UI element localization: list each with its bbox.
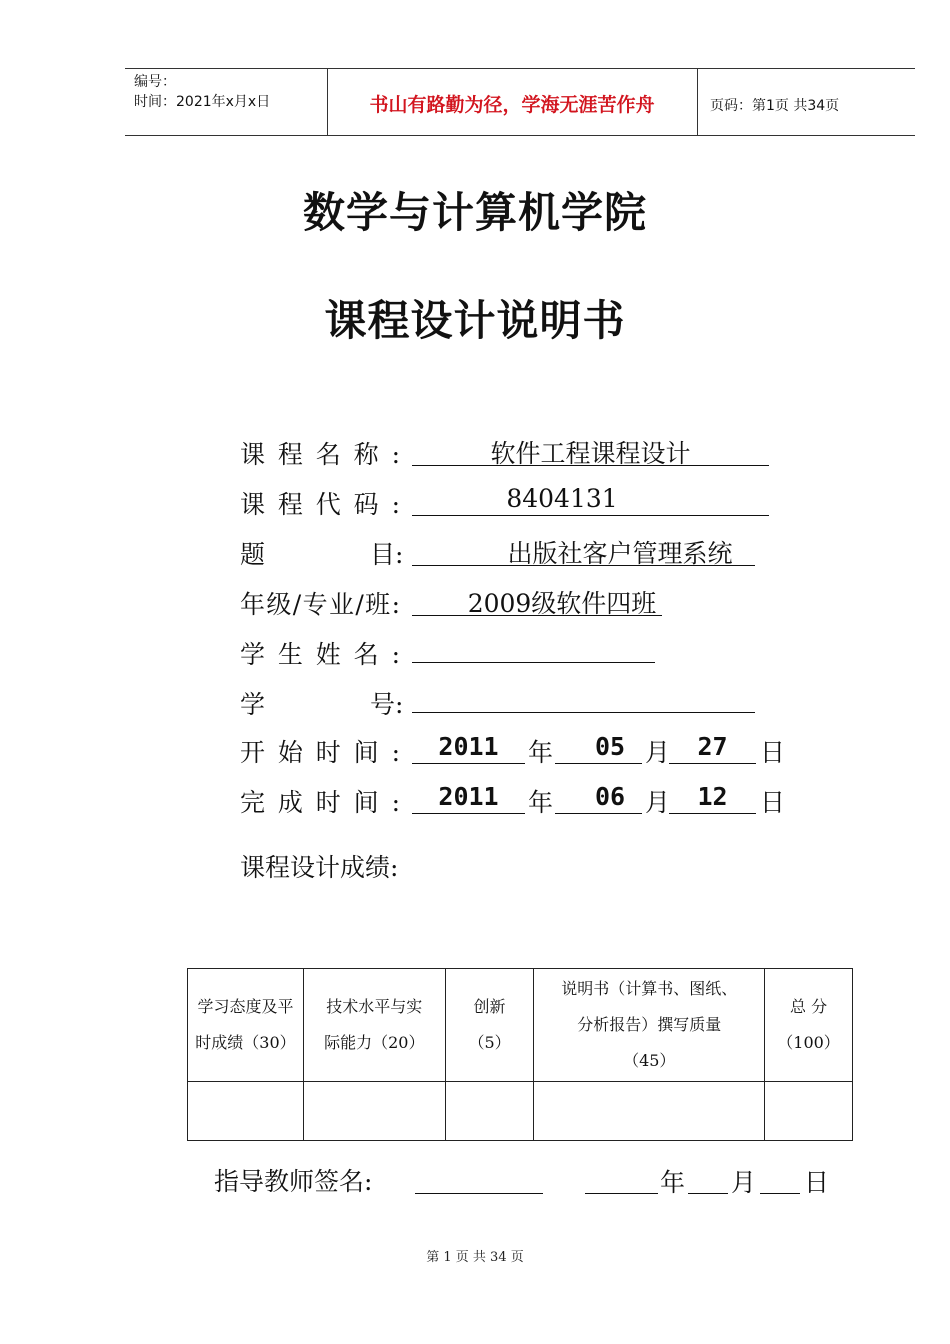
start-month: 05 (594, 732, 626, 761)
signature-day-unit: 日 (804, 1168, 830, 1197)
end-day: 12 (697, 782, 728, 811)
course-name-label: 课程名称: (240, 440, 400, 469)
student-id-label-b: 号: (370, 690, 404, 719)
header-time-label: 时间：2021年x月x日 (134, 94, 271, 110)
start-day-unit: 日 (760, 738, 786, 767)
header-divider-right (697, 68, 698, 135)
signature-line[interactable] (415, 1163, 543, 1194)
end-year-unit: 年 (528, 788, 554, 817)
score-table (187, 968, 853, 1141)
topic-label-b: 目: (370, 540, 404, 569)
signature-year-line[interactable] (585, 1163, 658, 1194)
end-day-unit: 日 (760, 788, 786, 817)
class-value: 2009级软件四班 (467, 589, 657, 618)
page-footer: 第 1 页 共 34 页 (426, 1250, 524, 1265)
student-name-label: 学生姓名: (240, 640, 400, 669)
score-table-header-row (188, 969, 853, 1082)
start-year-unit: 年 (528, 738, 554, 767)
signature-day-line[interactable] (760, 1163, 800, 1194)
header-bottom-rule (125, 135, 915, 136)
end-month: 06 (594, 782, 626, 811)
student-id-line (412, 682, 755, 713)
header-page-label: 页码：第1页 共34页 (710, 98, 840, 114)
start-day: 27 (697, 732, 728, 761)
score-header-technical: 技术水平与实 际能力（20） (303, 969, 445, 1082)
end-month-unit: 月 (645, 788, 671, 817)
course-name-value: 软件工程课程设计 (490, 439, 691, 468)
score-table-value-row (188, 1082, 853, 1141)
score-header-attitude: 学习态度及平 时成绩（30） (188, 969, 304, 1082)
score-header-innovation: 创新 （5） (445, 969, 534, 1082)
header-number-label: 编号： (134, 74, 176, 90)
start-month-unit: 月 (645, 738, 671, 767)
grade-label: 课程设计成绩: (240, 853, 399, 882)
supervisor-signature-label: 指导教师签名: (214, 1167, 373, 1196)
college-title: 数学与计算机学院 (302, 188, 647, 237)
topic-value: 出版社客户管理系统 (507, 539, 733, 568)
score-header-report: 说明书（计算书、图纸、 分析报告）撰写质量 （45） (534, 969, 765, 1082)
score-cell-total[interactable] (765, 1082, 853, 1141)
score-cell-attitude[interactable] (188, 1082, 304, 1141)
signature-month-unit: 月 (731, 1168, 757, 1197)
header-top-rule (125, 68, 915, 69)
student-name-line (412, 632, 655, 663)
score-cell-technical[interactable] (303, 1082, 445, 1141)
course-code-value: 8404131 (506, 484, 618, 513)
end-time-label: 完成时间: (240, 788, 400, 817)
score-cell-report[interactable] (534, 1082, 765, 1141)
topic-label-a: 题 (240, 540, 266, 569)
end-year: 2011 (438, 782, 499, 811)
score-cell-innovation[interactable] (445, 1082, 534, 1141)
start-year: 2011 (438, 732, 499, 761)
document-title: 课程设计说明书 (324, 296, 626, 345)
header-motto: 书山有路勤为径，学海无涯苦作舟 (369, 94, 655, 116)
start-time-label: 开始时间: (240, 738, 400, 767)
course-code-label: 课程代码: (240, 490, 400, 519)
student-id-label-a: 学 (240, 690, 266, 719)
score-header-total: 总 分 （100） (765, 969, 853, 1082)
signature-month-line[interactable] (688, 1163, 728, 1194)
class-label: 年级/专业/班: (240, 590, 400, 619)
signature-year-unit: 年 (660, 1168, 686, 1197)
